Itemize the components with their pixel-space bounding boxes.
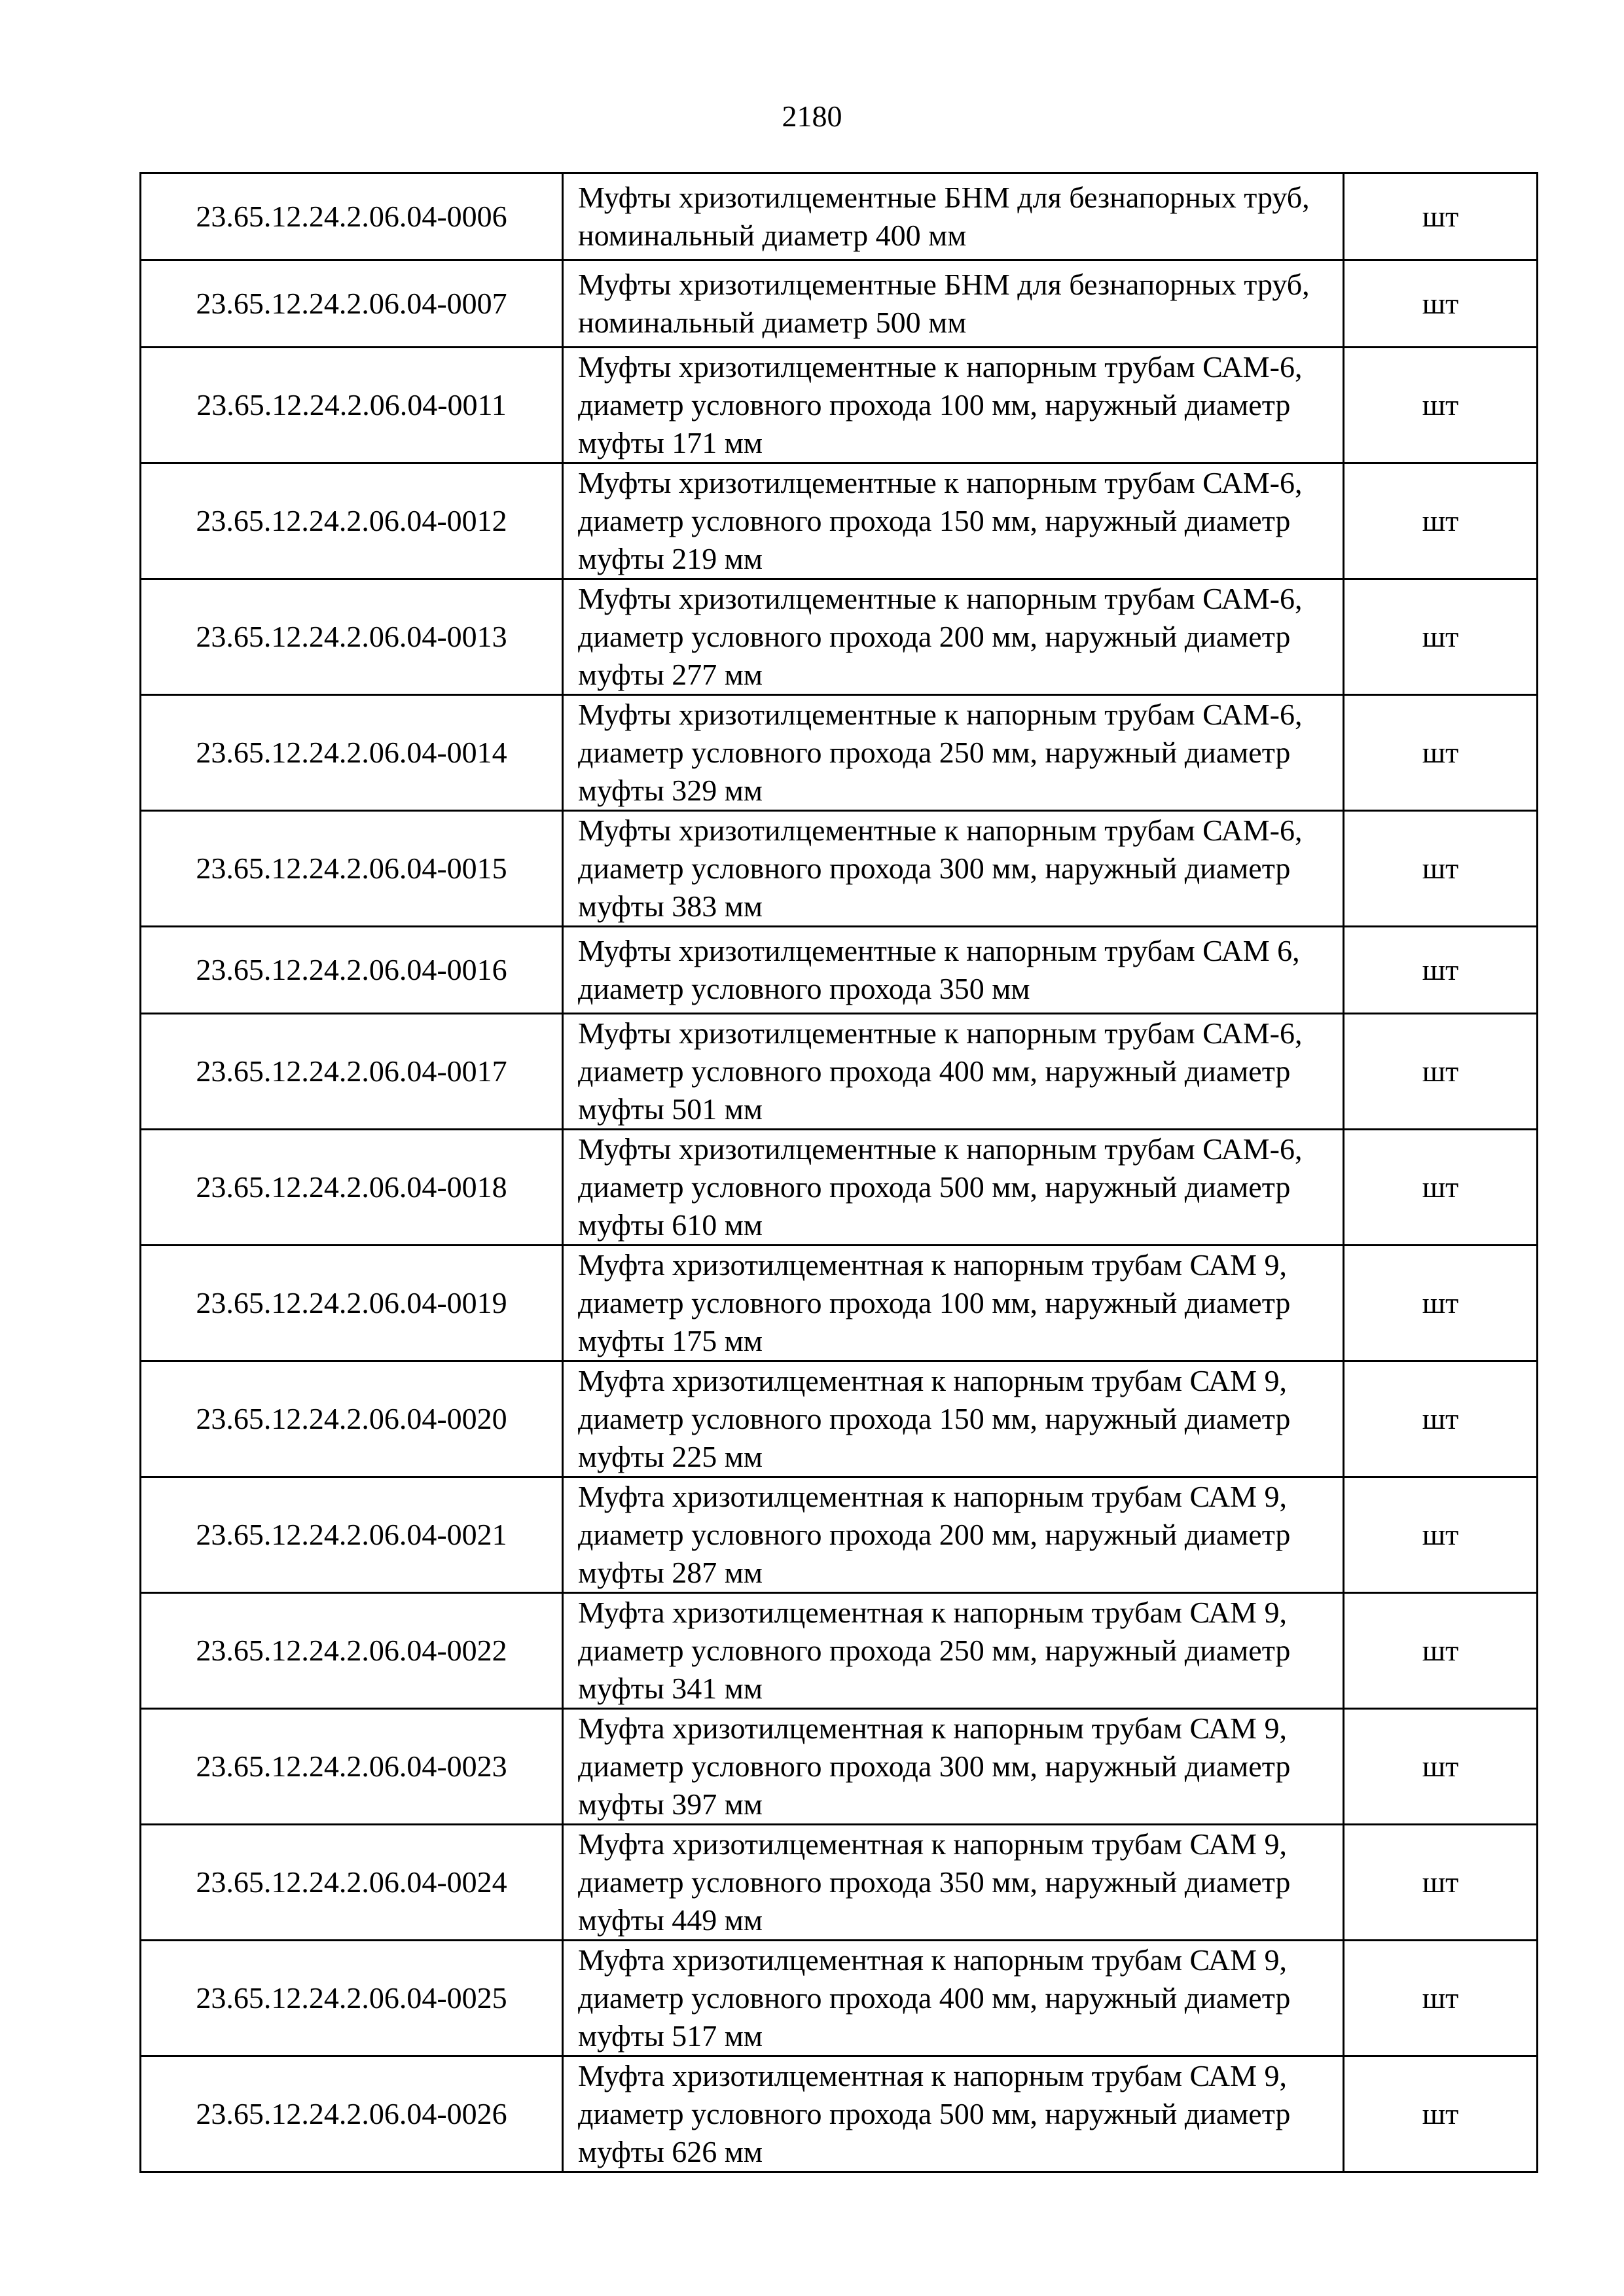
description-cell: Муфта хризотилцементная к напорным трубам САМ 9, диаметр условного прохода 150 мм, наружный диаметр муфты 225 мм [563, 1361, 1344, 1477]
description-cell: Муфты хризотилцементные к напорным трубам САМ-6, диаметр условного прохода 300 мм, наружный диаметр муфты 383 мм [563, 811, 1344, 927]
table-row [141, 1825, 1538, 1941]
code-cell: 23.65.12.24.2.06.04-0015 [141, 811, 563, 927]
description-cell: Муфта хризотилцементная к напорным трубам САМ 9, диаметр условного прохода 400 мм, наружный диаметр муфты 517 мм [563, 1941, 1344, 2056]
unit-cell: шт [1344, 811, 1538, 927]
unit-cell: шт [1344, 463, 1538, 579]
unit-cell: шт [1344, 260, 1538, 348]
description-cell: Муфты хризотилцементные к напорным трубам САМ-6, диаметр условного прохода 200 мм, наружный диаметр муфты 277 мм [563, 579, 1344, 695]
code-cell: 23.65.12.24.2.06.04-0011 [141, 348, 563, 463]
code-cell: 23.65.12.24.2.06.04-0021 [141, 1477, 563, 1593]
code-cell: 23.65.12.24.2.06.04-0006 [141, 173, 563, 260]
table-row [141, 1477, 1538, 1593]
code-cell: 23.65.12.24.2.06.04-0018 [141, 1130, 563, 1246]
unit-cell: шт [1344, 1130, 1538, 1246]
table-row [141, 1593, 1538, 1709]
table-row [141, 1246, 1538, 1361]
code-cell: 23.65.12.24.2.06.04-0023 [141, 1709, 563, 1825]
description-cell: Муфты хризотилцементные к напорным трубам САМ-6, диаметр условного прохода 400 мм, наружный диаметр муфты 501 мм [563, 1014, 1344, 1130]
code-cell: 23.65.12.24.2.06.04-0022 [141, 1593, 563, 1709]
unit-cell: шт [1344, 348, 1538, 463]
code-cell: 23.65.12.24.2.06.04-0024 [141, 1825, 563, 1941]
unit-cell: шт [1344, 579, 1538, 695]
code-cell: 23.65.12.24.2.06.04-0013 [141, 579, 563, 695]
unit-cell: шт [1344, 1477, 1538, 1593]
description-cell: Муфта хризотилцементная к напорным трубам САМ 9, диаметр условного прохода 500 мм, наружный диаметр муфты 626 мм [563, 2056, 1344, 2172]
description-cell: Муфты хризотилцементные к напорным трубам САМ-6, диаметр условного прохода 100 мм, наружный диаметр муфты 171 мм [563, 348, 1344, 463]
table-row [141, 260, 1538, 348]
unit-cell: шт [1344, 1014, 1538, 1130]
unit-cell: шт [1344, 1361, 1538, 1477]
unit-cell: шт [1344, 1709, 1538, 1825]
table-row [141, 1941, 1538, 2056]
table-row [141, 1014, 1538, 1130]
unit-cell: шт [1344, 2056, 1538, 2172]
table-row [141, 579, 1538, 695]
code-cell: 23.65.12.24.2.06.04-0017 [141, 1014, 563, 1130]
description-cell: Муфта хризотилцементная к напорным трубам САМ 9, диаметр условного прохода 250 мм, наружный диаметр муфты 341 мм [563, 1593, 1344, 1709]
table-row [141, 695, 1538, 811]
code-cell: 23.65.12.24.2.06.04-0020 [141, 1361, 563, 1477]
unit-cell: шт [1344, 1593, 1538, 1709]
code-cell: 23.65.12.24.2.06.04-0016 [141, 927, 563, 1014]
description-cell: Муфта хризотилцементная к напорным трубам САМ 9, диаметр условного прохода 300 мм, наружный диаметр муфты 397 мм [563, 1709, 1344, 1825]
unit-cell: шт [1344, 1941, 1538, 2056]
code-cell: 23.65.12.24.2.06.04-0014 [141, 695, 563, 811]
table-row [141, 811, 1538, 927]
description-cell: Муфты хризотилцементные к напорным трубам САМ 6, диаметр условного прохода 350 мм [563, 927, 1344, 1014]
code-cell: 23.65.12.24.2.06.04-0025 [141, 1941, 563, 2056]
unit-cell: шт [1344, 173, 1538, 260]
description-cell: Муфты хризотилцементные к напорным трубам САМ-6, диаметр условного прохода 500 мм, наружный диаметр муфты 610 мм [563, 1130, 1344, 1246]
unit-cell: шт [1344, 1825, 1538, 1941]
table-row [141, 2056, 1538, 2172]
code-cell: 23.65.12.24.2.06.04-0026 [141, 2056, 563, 2172]
table-row [141, 927, 1538, 1014]
description-cell: Муфты хризотилцементные БНМ для безнапорных труб, номинальный диаметр 500 мм [563, 260, 1344, 348]
table-row [141, 348, 1538, 463]
description-cell: Муфта хризотилцементная к напорным трубам САМ 9, диаметр условного прохода 100 мм, наружный диаметр муфты 175 мм [563, 1246, 1344, 1361]
page-number: 2180 [782, 99, 842, 133]
code-cell: 23.65.12.24.2.06.04-0019 [141, 1246, 563, 1361]
description-cell: Муфты хризотилцементные к напорным трубам САМ-6, диаметр условного прохода 250 мм, наружный диаметр муфты 329 мм [563, 695, 1344, 811]
table-row [141, 173, 1538, 260]
table-row [141, 1709, 1538, 1825]
description-cell: Муфта хризотилцементная к напорным трубам САМ 9, диаметр условного прохода 350 мм, наружный диаметр муфты 449 мм [563, 1825, 1344, 1941]
code-cell: 23.65.12.24.2.06.04-0007 [141, 260, 563, 348]
catalog-table [139, 172, 1538, 2173]
unit-cell: шт [1344, 695, 1538, 811]
unit-cell: шт [1344, 927, 1538, 1014]
description-cell: Муфты хризотилцементные к напорным трубам САМ-6, диаметр условного прохода 150 мм, наружный диаметр муфты 219 мм [563, 463, 1344, 579]
description-cell: Муфты хризотилцементные БНМ для безнапорных труб, номинальный диаметр 400 мм [563, 173, 1344, 260]
code-cell: 23.65.12.24.2.06.04-0012 [141, 463, 563, 579]
table-row [141, 1361, 1538, 1477]
table-row [141, 1130, 1538, 1246]
unit-cell: шт [1344, 1246, 1538, 1361]
description-cell: Муфта хризотилцементная к напорным трубам САМ 9, диаметр условного прохода 200 мм, наружный диаметр муфты 287 мм [563, 1477, 1344, 1593]
table-row [141, 463, 1538, 579]
